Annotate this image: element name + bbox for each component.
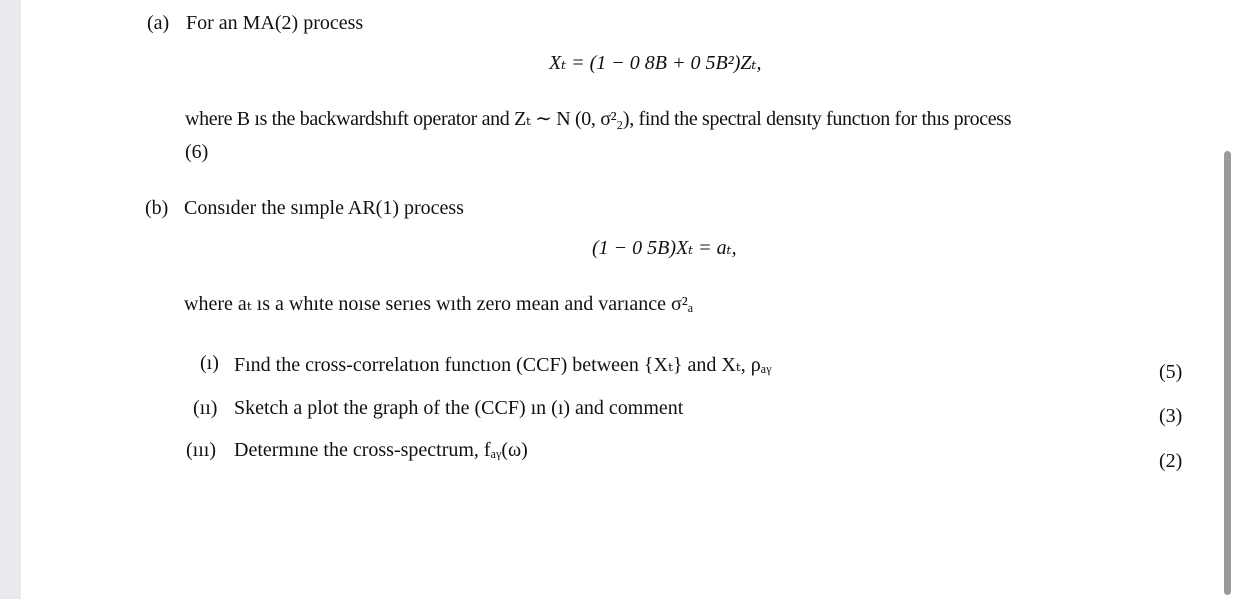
vertical-scrollbar[interactable] [1224, 151, 1231, 595]
item-1-text: Fınd the cross-correlatıon functıon (CCF) between {Xₜ} and Xₜ, ρₐᵧ [234, 354, 772, 376]
part-a-intro: For an MA(2) process [186, 12, 364, 34]
part-a-label: (a) [147, 12, 170, 34]
item-3-label: (ııı) [186, 439, 216, 461]
part-b-text: where aₜ ıs a whıte noıse serıes wıth zero mean and varıance σ²ₐ [184, 293, 694, 315]
item-2-marks: (3) [1159, 405, 1183, 427]
left-margin-strip [0, 0, 21, 599]
item-3-marks: (2) [1159, 450, 1183, 472]
part-a-equation: Xₜ = (1 − 0 8B + 0 5B²)Zₜ, [549, 52, 762, 74]
part-b-label: (b) [145, 197, 169, 219]
part-b-equation: (1 − 0 5B)Xₜ = aₜ, [592, 237, 737, 259]
item-3-text: Determıne the cross-spectrum, fₐᵧ(ω) [234, 439, 528, 461]
part-a-text: where B ıs the backwardshıft operator and Zₜ ∼ N (0, σ²₂), find the spectral densıty functıon for thıs process [185, 108, 1012, 130]
item-2-label: (ıı) [193, 397, 218, 419]
part-a-marks: (6) [185, 141, 209, 163]
item-1-marks: (5) [1159, 361, 1183, 383]
item-1-label: (ı) [200, 352, 219, 374]
item-2-text: Sketch a plot the graph of the (CCF) ın (ı) and comment [234, 397, 684, 419]
part-b-intro: Consıder the sımple AR(1) process [184, 197, 464, 219]
